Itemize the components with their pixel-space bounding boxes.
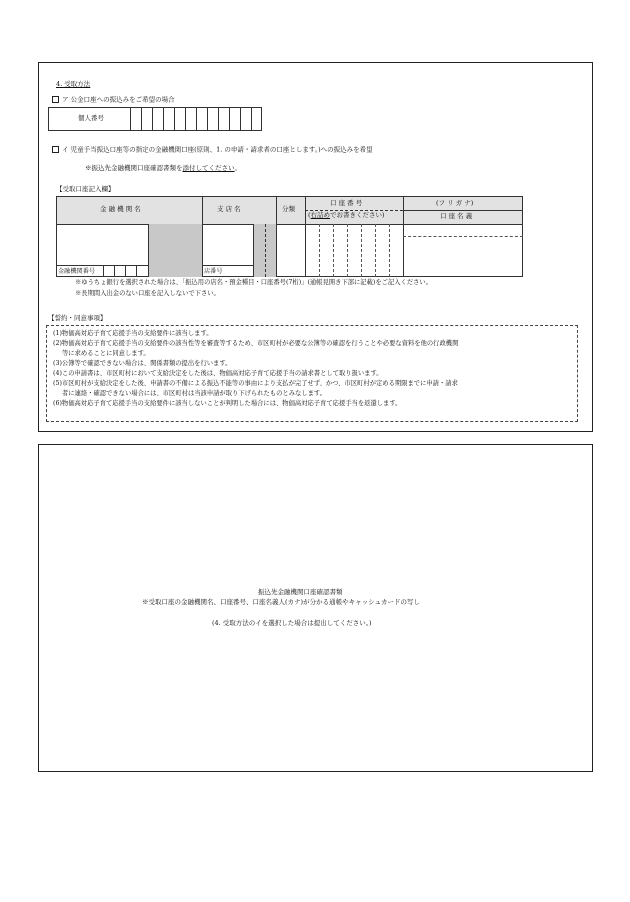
pledge-item-5: (5)市区町村が支給決定をした後、申請書の不備による振込不能等の事由により支払が完了せず、かつ、市区町村が定める期限までに申請・請求 [53, 380, 458, 387]
col-account-sub: (右詰めでお書きください) [308, 211, 385, 219]
dormant-note: ※長期間入出金のない口座を記入しないで下さい。 [75, 290, 220, 297]
pledge-item-4: (4)この申請書は、市区町村において支給決定をした後は、物価高対応子育て応援手当の請求書として取り扱います。 [53, 370, 383, 377]
pledge-item-2-cont: 等に求めることに同意します。 [62, 350, 150, 357]
pledge-item-5-cont: 者に連絡・確認できない場合には、市区町村は当該申請が取り下げられたものとみなします。 [62, 390, 326, 397]
kana-line [403, 236, 523, 237]
bank-code-line [56, 265, 148, 266]
my-number-digit-cell [185, 107, 186, 131]
attachment-desc: ※受取口座の金融機関名、口座番号、口座名義人(カナ)が分かる通帳やキャッシュカードの写し [142, 598, 420, 606]
branch-code-line [202, 265, 253, 266]
header-line [403, 210, 523, 211]
code-cell [136, 265, 137, 277]
branch-name-input[interactable] [203, 225, 252, 264]
branch-code-label: 店番号 [204, 268, 223, 275]
col-bank-header: 金 融 機 関 名 [100, 205, 141, 213]
my-number-digit-cell [218, 107, 219, 131]
bank-divider [148, 224, 149, 277]
pledge-item-6: (6)物価高対応子育て応援手当の支給要件に該当しないことが判明した場合には、物価高対応子育て応援手当を返還します。 [53, 400, 402, 407]
col-account-header: 口 座 番 号 [330, 199, 363, 207]
col-branch-header: 支 店 名 [217, 205, 241, 213]
option-a: ア 公金口座への振込みをご希望の場合 [52, 96, 175, 104]
col-type-header: 分類 [282, 205, 295, 213]
branch-divider [253, 224, 254, 277]
account-type-input[interactable] [277, 225, 304, 276]
option-i-checkbox[interactable] [52, 146, 59, 153]
bank-name-input[interactable] [57, 225, 147, 264]
my-number-digit-cell [141, 107, 142, 131]
col-kana-header: (フ リ ガ ナ) [436, 199, 474, 207]
my-number-digit-cell [229, 107, 230, 131]
holder-kana-input[interactable] [404, 225, 522, 235]
bank-shaded-area [148, 224, 202, 277]
account-form-heading: 【受取口座記入欄】 [56, 185, 115, 193]
code-cell [103, 265, 104, 277]
pledge-item-3: (3)公簿等で確認できない場合は、関係書類の提出を行います。 [53, 360, 232, 367]
bank-code-label: 金融機関番号 [58, 268, 96, 275]
my-number-digit-cell [207, 107, 208, 131]
code-cell [114, 265, 115, 277]
attach-note: ※振込先金融機関口座確認書類を添付してください。 [85, 164, 241, 172]
yucho-note: ※ゆうちょ銀行を選択された場合は、「振込用の店名・預金種目・口座番号(7桁)」(通帳見開き下部に記載)をご記入ください。 [75, 279, 433, 286]
code-cell [125, 265, 126, 277]
my-number-digit-cell [174, 107, 175, 131]
my-number-divider [130, 107, 131, 131]
branch-dash [265, 224, 266, 277]
pledge-heading: 【誓約・同意事項】 [48, 314, 107, 322]
col-holder-header: 口 座 名 義 [440, 212, 473, 220]
option-a-checkbox[interactable] [52, 96, 59, 103]
my-number-digit-cell [152, 107, 153, 131]
holder-name-input[interactable] [404, 238, 522, 276]
attachment-title: 振込先金融機関口座確認書類 [258, 588, 343, 596]
pledge-item-1: (1)物価高対応子育て応援手当の支給要件に該当します。 [53, 330, 213, 337]
option-i: イ 児童手当振込口座等の指定の金融機関口座(原則、1. の申請・請求者の口座とします。)への振込みを希望 [52, 146, 373, 154]
my-number-label: 個人番号 [78, 114, 104, 122]
attachment-note: (4. 受取方法のイを選択した場合は提出してください。) [212, 619, 372, 627]
my-number-digit-cell [251, 107, 252, 131]
account-number-input[interactable] [306, 225, 402, 276]
my-number-digit-cell [163, 107, 164, 131]
my-number-digit-cell [196, 107, 197, 131]
my-number-digit-cell [240, 107, 241, 131]
section-title: 4. 受取方法 [56, 80, 91, 88]
pledge-item-2: (2)物価高対応子育て応援手当の支給要件の該当性等を審査等するため、市区町村が必要な公簿等の確認を行うことや必要な資料を他の行政機関 [53, 340, 459, 347]
attachment-area[interactable] [38, 444, 593, 772]
